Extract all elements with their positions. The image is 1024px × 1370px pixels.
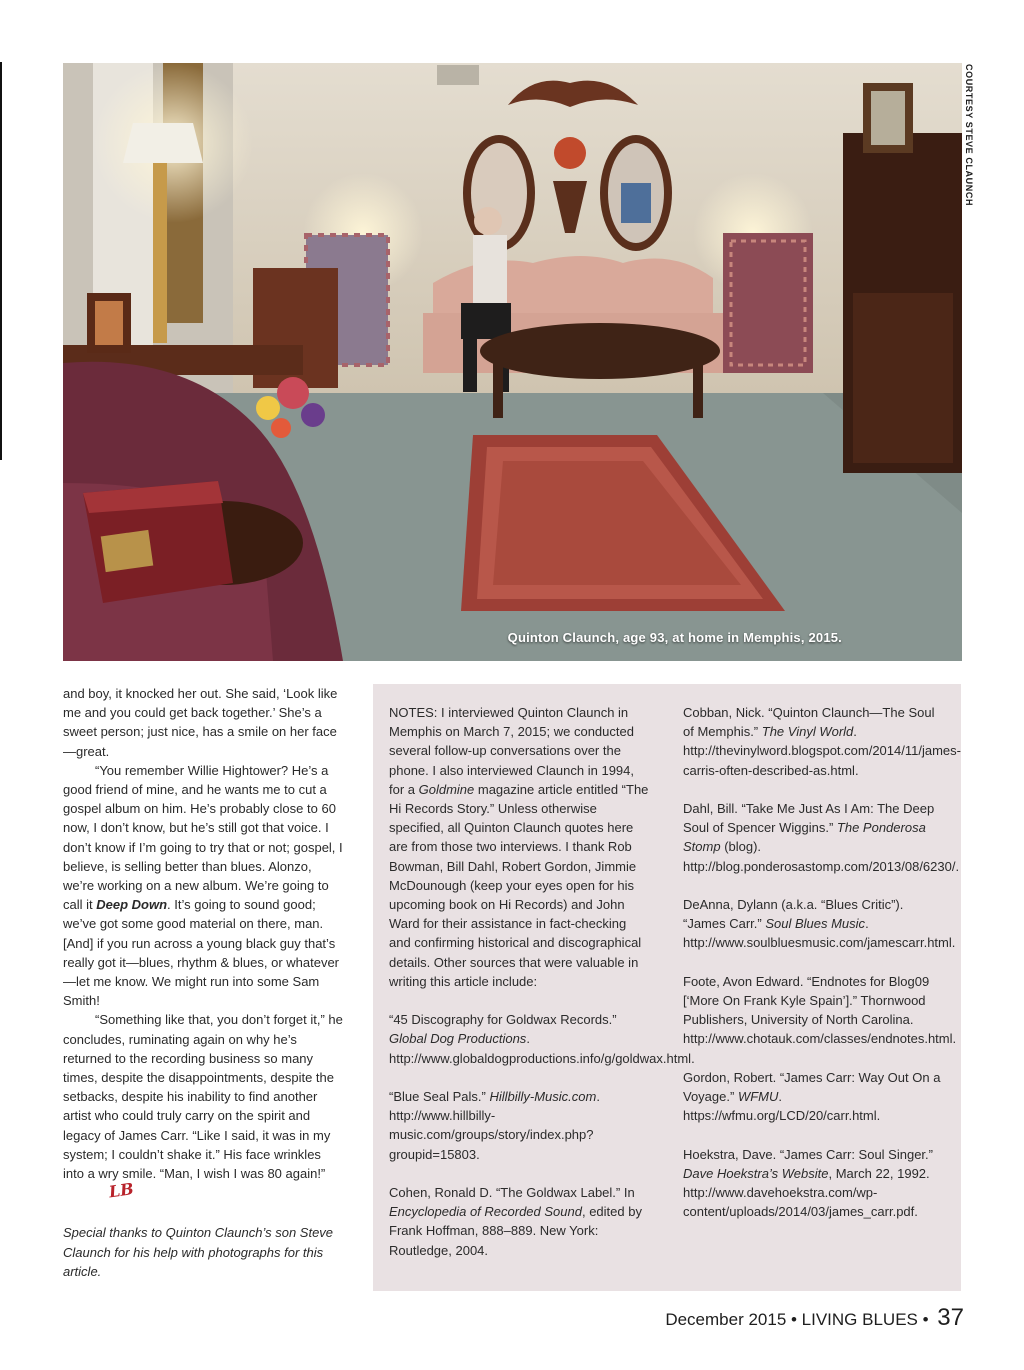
- source-r3-a: DeAnna, Dylann (a.k.a. “Blues Critic”). “James Carr.”: [683, 897, 904, 932]
- source-r5-b: . https://wfmu.org/LCD/20/carr.html.: [683, 1089, 881, 1124]
- source-entry: [389, 1183, 651, 1260]
- source-entry: [683, 1068, 945, 1126]
- source-r5-ital: WFMU: [737, 1089, 779, 1104]
- source-2-ital: Global Dog Productions: [389, 1031, 527, 1047]
- source-entry: [683, 799, 960, 876]
- source-r1-b: . http://thevinylword.blogspot.com/2014/11/james-carris-often-described-as.html.: [683, 724, 961, 778]
- source-2-a: “45 Discography for Goldwax Records.”: [389, 1012, 617, 1028]
- album-title: Deep Down: [96, 897, 168, 913]
- source-3-a: “Blue Seal Pals.”: [389, 1089, 490, 1105]
- paragraph-3-text: “Something like that, you don’t forget it,” he concludes, ruminating again on why he’s returned to the recording business so many times, despite the disappointments, despite the setbacks, despite his inability to find another artist who could truly carry on the spirit and legacy of James Carr. “Like I said, it was in my system; I couldn’t shake it.” His face wrinkles into a wry smile. “Man, I wish I was 80 again!”: [63, 1012, 343, 1182]
- source-entry: [683, 703, 961, 780]
- living-blues-signoff-mark: LB: [107, 1179, 135, 1202]
- photo-credit-text: COURTESY STEVE CLAUNCH: [964, 64, 974, 207]
- paragraph-2: [63, 761, 345, 1011]
- source-entry: [389, 1010, 695, 1068]
- source-r6-a: Hoekstra, Dave. “James Carr: Soul Singer.”: [683, 1146, 933, 1162]
- paragraph-3: [63, 1010, 345, 1203]
- source-entry: Foote, Avon Edward. “Endnotes for Blog09 [‘More On Frank Kyle Spain’].” Thornwood Publishers, University of North Carolina. http://www.chotauk.com/classes/endnotes.html.: [683, 973, 957, 1047]
- source-3-ital: Hillbilly-Music.com: [489, 1089, 597, 1105]
- photo-credit: [958, 64, 978, 264]
- source-entry: [683, 1145, 945, 1222]
- source-r3-ital: Soul Blues Music: [765, 916, 866, 932]
- source-r1-a: Cobban, Nick. “Quinton Claunch—The Soul of Memphis.”: [683, 705, 935, 740]
- source-3-b: . http://www.hillbilly-music.com/groups/story/index.php?groupid=15803.: [389, 1089, 600, 1162]
- article-body-column: [63, 684, 345, 1281]
- footer-issue: December 2015 • LIVING BLUES •: [665, 1310, 929, 1329]
- source-r6-ital: Dave Hoekstra’s Website: [683, 1165, 829, 1181]
- page-number: 37: [937, 1304, 964, 1331]
- photo-caption: Quinton Claunch, age 93, at home in Memphis, 2015.: [507, 630, 842, 645]
- source-4-b: , edited by Frank Hoffman, 888–889. New York: Routledge, 2004.: [389, 1204, 642, 1258]
- source-r5-a: Gordon, Robert. “James Carr: Way Out On a Voyage.”: [683, 1069, 941, 1104]
- notes-intro: [389, 703, 651, 991]
- source-r1-ital: The Vinyl World: [761, 724, 854, 740]
- photo-illustration: [63, 63, 962, 661]
- notes-intro-ital: Goldmine: [418, 781, 475, 797]
- source-4-ital: Encyclopedia of Recorded Sound: [389, 1204, 582, 1220]
- notes-intro-b: magazine article entitled “The Hi Records Story.” Unless otherwise specified, all Quinton Claunch quotes here are from those two interviews. I thank Rob Bowman, Bill Dahl, Robert Gordon, Jimmie McDounough (keep your eyes open for his upcoming book on Hi Records) and John Ward for their assistance in fact-checking and confirming historical and discographical details. Other sources that were valuable in writing this article include:: [389, 781, 649, 989]
- source-r6-b: , March 22, 1992. http://www.davehoekstra.com/wp-content/uploads/2014/03/james_carr.pdf.: [683, 1165, 930, 1220]
- source-r2-ital: The Ponderosa Stomp: [683, 820, 926, 855]
- source-r2-a: Dahl, Bill. “Take Me Just As I Am: The Deep Soul of Spencer Wiggins.”: [683, 801, 935, 836]
- paragraph-2-text-b: . It’s going to sound good; we’ve got some good material on there, man. [And] if you run across a young black guy that’s really got it—blues, rhythm & blues, or whatever—let me know. We might run into some Sam Smith!: [63, 897, 340, 1009]
- notes-column-left: [389, 703, 695, 1279]
- paragraph-2-text-a: “You remember Willie Hightower? He’s a good friend of mine, and he wants me to cut a gospel album on him. He’s probably close to 60 now, I don’t know, but he’s still got that voice. I don’t know if I’m going to try that or not; gospel, I believe, is selling better than blues. Alonzo, we’re working on a new album. We’re going to call it: [63, 762, 343, 913]
- source-r3-b: . http://www.soulbluesmusic.com/jamescarr.html.: [683, 916, 956, 951]
- page-footer: [665, 1304, 964, 1332]
- source-entry: [683, 895, 956, 953]
- notes-sidebar: [373, 684, 961, 1291]
- source-4-a: Cohen, Ronald D. “The Goldwax Label.” In: [389, 1185, 635, 1201]
- source-2-b: . http://www.globaldogproductions.info/g/goldwax.html.: [389, 1031, 695, 1066]
- source-r2-b: (blog). http://blog.ponderosastomp.com/2013/08/6230/.: [683, 839, 960, 874]
- left-margin-rule: [0, 62, 2, 460]
- notes-column-right: [683, 703, 961, 1241]
- source-entry: [389, 1087, 651, 1164]
- acknowledgement: Special thanks to Quinton Claunch’s son Steve Claunch for his help with photographs for this article.: [63, 1225, 334, 1279]
- notes-intro-a: NOTES: I interviewed Quinton Claunch in Memphis on March 7, 2015; we conducted several follow-up conversations over the phone. I also interviewed Claunch in 1994, for a: [389, 705, 634, 797]
- paragraph-1: and boy, it knocked her out. She said, ‘Look like me and you could get back together.’ She’s a sweet person; just nice, has a smile on her face—great.: [63, 686, 338, 759]
- living-room-photo: [63, 63, 962, 661]
